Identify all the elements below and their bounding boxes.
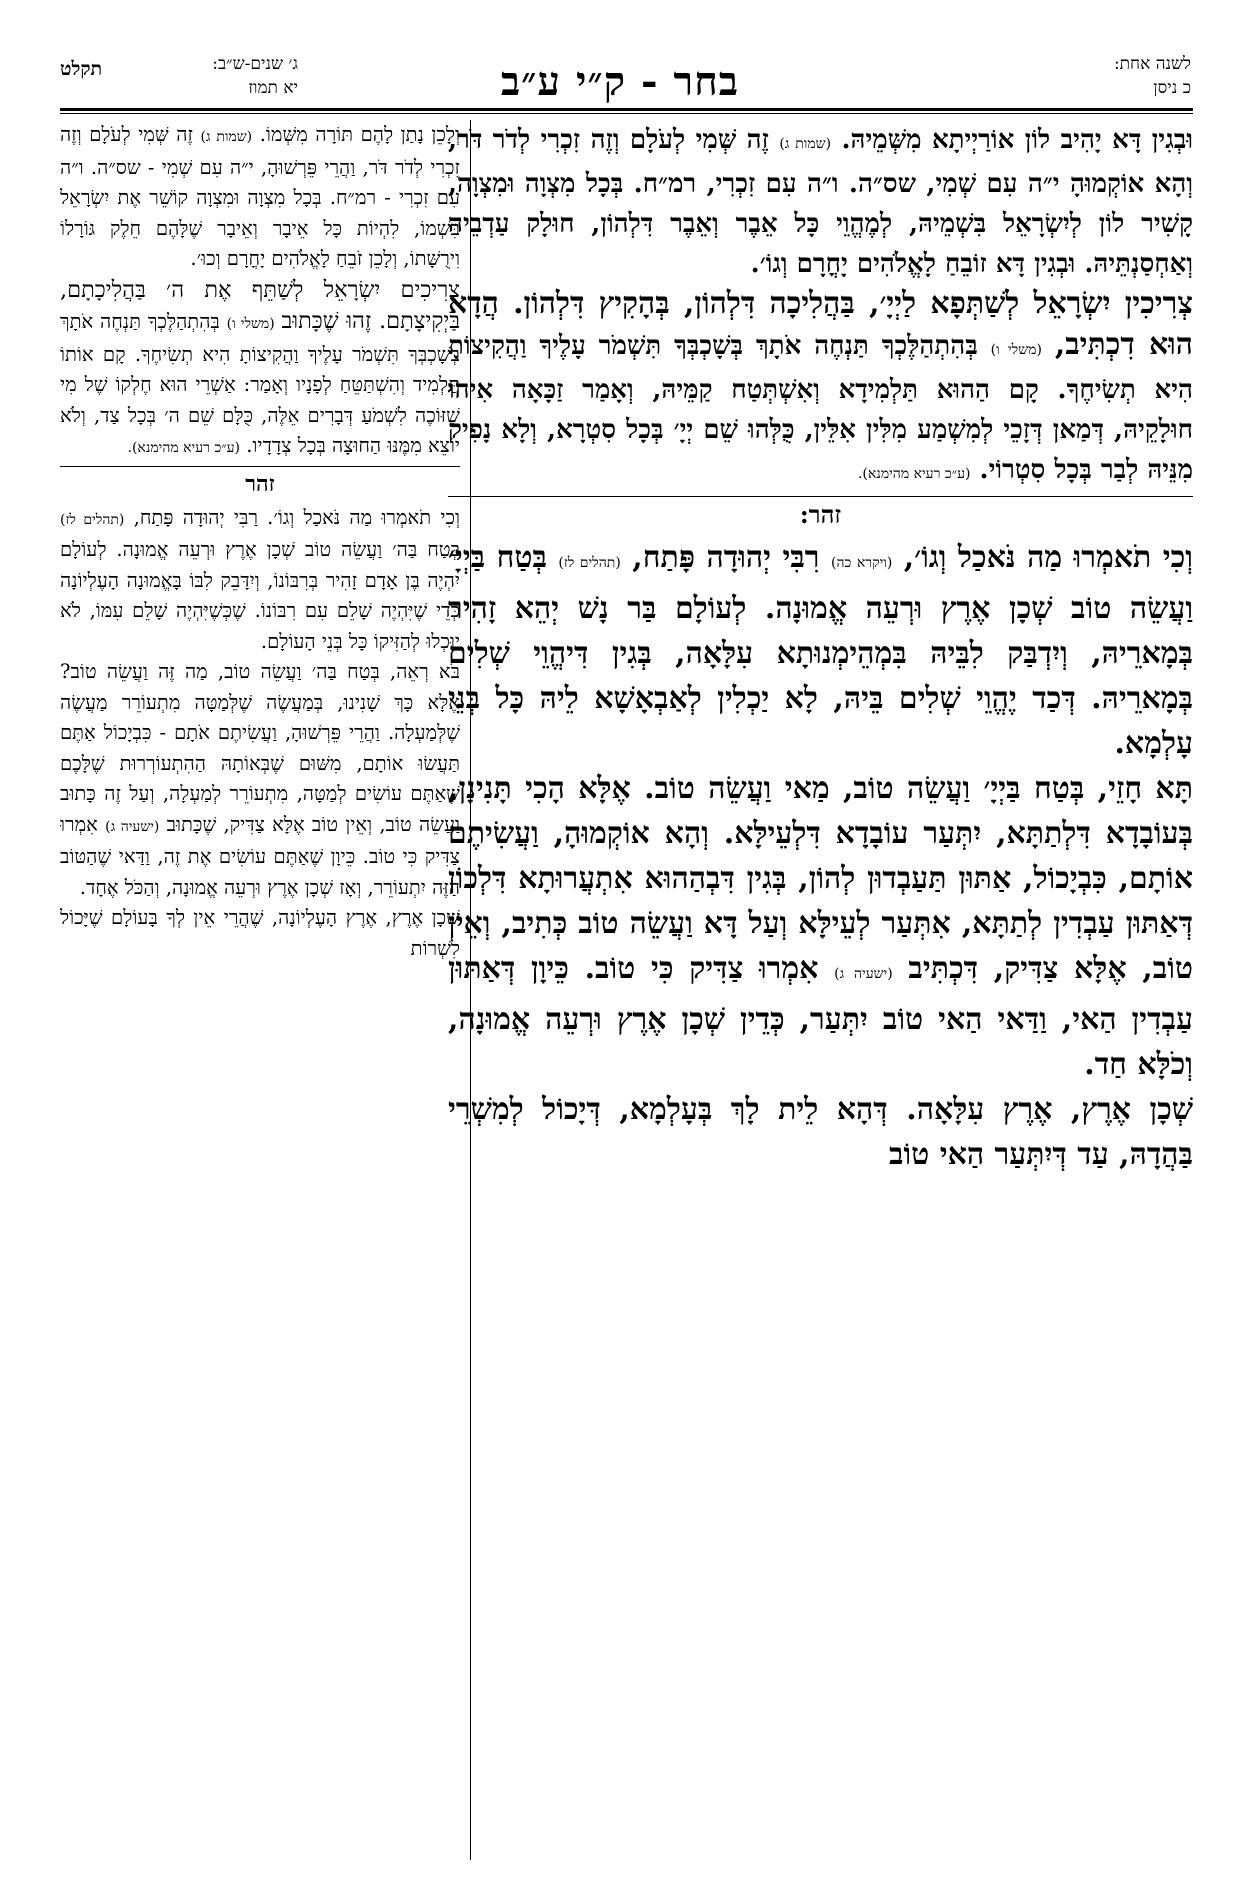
main-paragraph-4	[448, 766, 1193, 1087]
header-rule	[60, 108, 1193, 111]
header-rule-thin	[60, 113, 1193, 114]
main-p1-rest: זֶה שְּׁמִי לְעֹלָם וְזֶה זִכְרִי לְדֹר דֹּר, וְהָא אוֹקְמוּהָ י״ה עִם שְׁמִי, שס״ה. ו״ה עִם זִכְרִי, רמ״ח. בְּכָל מִצְוָה וּמִצְוָה, קָשִׁיר לוֹן לְיִשְׂרָאֵל בִּשְׁמֵיהּ, לְמֶהֱוֵי כָּל אֵבֶר וְאֵבֶר דִּלְהוֹן, חוּלָק עַדְבֵיהּ וְאַחְסַנְתֵּיהּ. וּבְגִין דָּא זוֹבֵחַ לָאֱלֹהִים יָחֳרָם וְגוֹ׳.	[448, 125, 1193, 279]
side-p5-start: שְׁכָן אֶרֶץ, אֶרֶץ הָעֶלְיוֹנָה, שֶׁהֲרֵי אֵין לְךָ בָּעוֹלָם שֶׁיָּכוֹל לִשְׁרוֹת	[60, 906, 460, 960]
main-p2-start: צְרִיכִין יִשְׂרָאֵל לְשַׁתְּפָא לַיְיָ׳, בַּהֲלִיכָה דִּלְהוֹן, בְּהָקִיץ דִּלְהוֹן. הֲדָא הוּא דִכְתִּיב,	[448, 286, 1193, 362]
main-p2-rest: בְּהִתְהַלֶּכְךָ תַּנְחֶה אֹתָךְ בְּשָׁכְבְּךָ תִּשְׁמֹר עָלֶיךָ וַהֲקִיצוֹתָ הִיא תְשִׂיחֶךָ. קָם הַהוּא תַּלְמִידָא וְאִשְׁתְּטַח קַמֵּיהּ, וְאָמַר זַכָּאָה אִיהוּ חוּלָקֵיהּ, דְּמַאן דְּזָכֵי לְמִשְׁמַע מִלִּין אִלֵּין, כֻּלְּהוּ שֵׁם יְיָ׳ בְּכָל סִטְרָא, וְלָא נָפִיק מִנֵּיהּ לְבַר בְּכָל סִטְרוֹי.	[448, 331, 1193, 485]
main-p2-source-end: (ע״כ רעיא מהימנא).	[857, 466, 971, 482]
main-p4-source: (ישעיה ג)	[834, 966, 893, 982]
main-p3-mid: רִבִּי יְהוּדָה פָּתַח,	[632, 540, 820, 575]
main-paragraph-1	[448, 120, 1193, 284]
main-paragraph-5	[448, 1087, 1193, 1177]
side-paragraph-5	[60, 903, 460, 964]
main-p2-source: (משלי ו)	[990, 342, 1042, 358]
main-column-aramaic	[448, 120, 1193, 1870]
side-p4-source: (ישעיה ג)	[105, 818, 160, 835]
side-p2-rest: בְּהִתְהַלֶּכְךָ תַּנְחֶה אֹתָךְ בְּשָׁכְבְּךָ תִּשְׁמֹר עָלֶיךָ וַהֲקִיצוֹתָ הִיא תְשִׂיחֶךָ. קָם אוֹתוֹ תַּלְמִיד וְהִשְׁתַּטֵּחַ לְפָנָיו וְאָמַר: אַשְׁרֵי הוּא חֶלְקוֹ שֶׁל מִי שֶׁזּוֹכֶה לִשְׁמֹעַ דְּבָרִים אֵלֶּה, כֻּלָּם שֵׁם ה׳ בְּכָל צַד, וְלֹא יוֹצֵא מִמֶּנּוּ הַחוּצָה בְּכָל צְדָדָיו.	[60, 310, 460, 457]
main-p4-start: תָּא חָזֵי, בְּטַח בַּיְיָ׳ וַעֲשֵׂה טוֹב, מַאי וַעֲשֵׂה טוֹב. אֶלָּא הָכִי תָּנִינָן, בְּעוֹבָדָא דִּלְתַתָּא, יִתְּעַר עוֹבָדָא דִּלְעֵילָּא. וְהָא אוֹקְמוּהָ, וַעֲשִׂיתֶם אוֹתָם, כִּבְיָכוֹל, אַתּוּן תַּעַבְדוּן לְהוֹן, בְּגִין דִּבְהַהוּא אִתְעֲרוּתָא דִּלְכוֹן דְּאַתּוּן עַבְדִין לְתַתָּא, אִתְּעַר לְעֵילָּא וְעַל דָּא וַעֲשֵׂה טוֹב כְּתִיב, וְאֵין טוֹב, אֶלָּא צַדִּיק, דִּכְתִּיב	[448, 771, 1193, 986]
side-p3-start: וְכִי תֹאמְרוּ מַה נֹּאכַל וְגוֹ׳. רַבִּי יְהוּדָה פָּתַח,	[133, 505, 460, 529]
main-section-title: זהר:	[799, 500, 842, 529]
header-one-year-label: לשנה אחת:	[1113, 54, 1191, 74]
main-p3-source-2: (תהלים לז)	[558, 555, 621, 571]
page-title: בחר - ק״י ע״ב	[500, 58, 740, 105]
main-p3-start: וְכִי תֹאמְרוּ מַה נֹּאכַל וְגוֹ׳,	[903, 540, 1193, 575]
side-p2-source: (משלי ו)	[226, 316, 275, 332]
main-section-rule	[448, 496, 1193, 497]
main-p1-start: וּבְגִין דָּא יָהִיב לוֹן אוֹרַיְיתָא מִשְּׁמֵיהּ.	[841, 125, 1193, 155]
header-date-one-year	[1021, 52, 1191, 116]
side-section-rule	[60, 466, 460, 467]
side-p1-rest: זֶה שְּׁמִי לְעֹלָם וְזֶה זִכְרִי לְדֹר דֹּר, וַהֲרֵי פֵּרְשׁוּהָ, י״ה עִם שְׁמִי - שס״ה. ו״ה עִם זִכְרִי - רמ״ח. בְּכָל מִצְוָה וּמִצְוָה קוֹשֵׁר אֶת יִשְׂרָאֵל בִּשְׁמוֹ, לִהְיוֹת כָּל אֵיבָר וְאֵיבָר שֶׁלָּהֶם חֵלֶק גּוֹרָלוֹ וִירֻשָּׁתוֹ, וְלָכֵן זֹבֵחַ לָאֱלֹהִים יָחֳרָם וְכוּ׳.	[60, 123, 460, 270]
header-three-years-date: יא תמוז	[248, 78, 298, 98]
header-one-year-date: כ ניסן	[1153, 78, 1191, 98]
side-paragraph-1	[60, 120, 460, 275]
main-paragraph-2	[448, 284, 1193, 494]
header-date-three-years	[128, 52, 298, 116]
main-p3-rest: בְּטַח בַּיְיָ׳ וַעֲשֵׂה טוֹב שְׁכָן אֶרֶץ וּרְעֵה אֱמוּנָה. לְעוֹלָם בַּר נָשׁ יְהֵא זָהִיר בְּמָארֵיהּ, וְיִדְבַּק לִבֵּיהּ בִּמְהֵימְנוּתָא עִלָּאָה, בְּגִין דִּיהֱוֵי שְׁלִים בְּמָארֵיהּ. דְּכַד יֶהֱוֵי שְׁלִים בֵּיהּ, לָא יַכְלִין לְאַבְאָשָׁא לֵיהּ כָּל בְּנֵי עָלְמָא.	[448, 540, 1193, 761]
side-p4-start: בֹּא רְאֵה, בְּטַח בַּה׳ וַעֲשֵׂה טוֹב, מַה זֶּה וַעֲשֵׂה טוֹב? אֶלָּא כָּךְ שָׁנִינוּ, בְּמַעֲשֶׂה שֶׁלְּמַטָּה מִתְעוֹרֵר מַעֲשֶׂה שֶׁלְּמַעְלָה. וַהֲרֵי פֵּרְשׁוּהָ, וַעֲשִׂיתֶם אֹתָם - כִּבְיָכוֹל אַתֶּם תַּעֲשׂוּ אוֹתָם, מִשּׁוּם שֶׁבְּאוֹתָהּ הַהִתְעוֹרְרוּת שֶׁלָּכֶם שֶׁאַתֶּם עוֹשִׂים לְמַטָּה, מִתְעוֹרֵר לְמַעְלָה, וְעַל זֶה כָּתוּב וַעֲשֵׂה טוֹב, וְאֵין טוֹב אֶלָּא צַדִּיק, שֶׁכָּתוּב	[60, 660, 460, 836]
side-paragraph-4	[60, 657, 460, 903]
side-section-title: זהר	[245, 470, 275, 497]
side-p3-source: (תהלים לז)	[60, 511, 125, 528]
main-p3-source-1: (ויקרא כה)	[831, 555, 893, 571]
side-p2-start: צְרִיכִים יִשְׂרָאֵל לְשַׁתֵּף אֶת ה׳ בַּהֲלִיכָתָם, בַּיְקִיצָתָם. זֶהוּ שֶׁכָּתוּב	[60, 276, 460, 334]
main-paragraph-3	[448, 535, 1193, 766]
side-p1-source: (שמות ג)	[200, 129, 253, 145]
main-p1-source: (שמות ג)	[779, 136, 832, 152]
main-p5-start: שְׁכָן אֶרֶץ, אֶרֶץ עִלָּאָה. דְּהָא לֵית לָךְ בְּעָלְמָא, דְּיָכוֹל לְמִשְׁרֵי בַּהֲדָהּ, עַד דְּיִתְּעַר הַאי טוֹב	[448, 1092, 1193, 1172]
side-paragraph-3	[60, 503, 460, 658]
main-p4-rest: אִמְרוּ צַדִּיק כִּי טוֹב. כֵּיוָן דְּאַתּוּן עַבְדִין הַאי, וַדַּאי הַאי טוֹב יִתְּעַר, כְּדֵין שְׁכָן אֶרֶץ וּרְעֵה אֱמוּנָה, וְכֹלָּא חַד.	[448, 951, 1193, 1082]
side-p3-rest: בְּטַח בַּה׳ וַעֲשֵׂה טוֹב שְׁכָן אֶרֶץ וּרְעֵה אֱמוּנָה. לְעוֹלָם יִהְיֶה בֶּן אָדָם זָהִיר בְּרִבּוֹנוֹ, וְיִדָּבֵק לִבּוֹ בָּאֱמוּנָה הָעֶלְיוֹנָה כְּדֵי שֶׁיִּהְיֶה שָׁלֵם עִם רִבּוֹנוֹ. שֶׁכְּשֶׁיִּהְיֶה שָׁלֵם עִמּוֹ, לֹא יוּכְלוּ לְהַזִּיקוֹ כָּל בְּנֵי הָעוֹלָם.	[60, 538, 460, 653]
side-p4-rest: אִמְרוּ צַדִּיק כִּי טוֹב. כֵּיוָן שֶׁאַתֶּם עוֹשִׂים אֶת זֶה, וַדַּאי שֶׁהַטּוֹב הַזֶּה יִתְעוֹרֵר, וְאָז שְׁכָן אֶרֶץ וּרְעֵה אֱמוּנָה, וְהַכֹּל אֶחָד.	[60, 812, 460, 899]
side-column-hebrew	[60, 120, 460, 1870]
side-paragraph-2	[60, 275, 460, 464]
side-p2-source-end: (ע״כ רעיא מהימנא).	[127, 440, 241, 456]
page-number: תקלט	[60, 58, 103, 80]
header-three-years-label: ג׳ שנים-ש״ב:	[212, 54, 298, 74]
side-p1-start: וְלָכֵן נָתַן לָהֶם תּוֹרָה מִשְּׁמוֹ.	[259, 123, 460, 146]
